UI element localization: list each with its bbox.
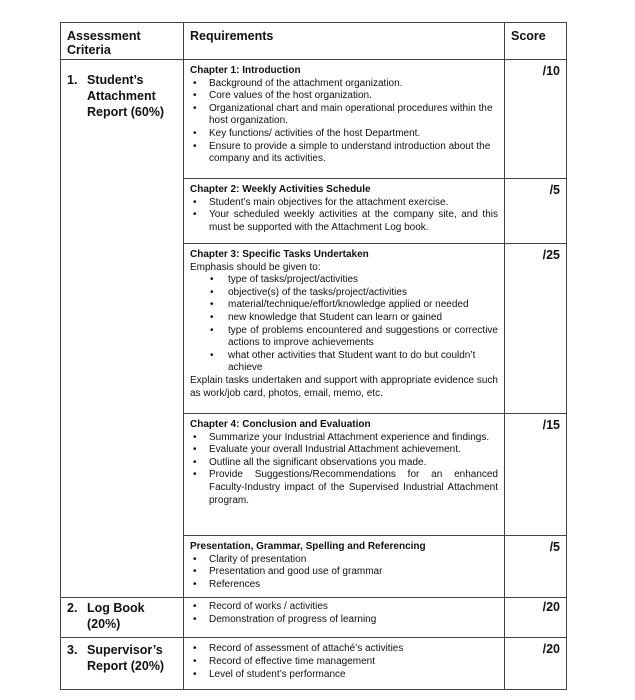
header-row (61, 23, 567, 60)
criteria-cell-3 (61, 638, 184, 690)
list-item: • Presentation and good use of grammar (190, 566, 498, 579)
list-item: • Record of works / activities (190, 601, 498, 614)
criteria-label: Log Book (20%) (87, 601, 145, 632)
section-title: Chapter 3: Specific Tasks Undertaken (190, 249, 369, 260)
score-cell: /20 (505, 638, 567, 690)
requirements-cell (184, 414, 505, 536)
list-item: • Provide Suggestions/Recommendations for an enhanced Faculty-Industry impact of the Supervised Industrial Attachment program. (190, 469, 498, 507)
requirements-cell (184, 60, 505, 179)
list-item: • Core values of the host organization. (190, 90, 498, 103)
section-title: Presentation, Grammar, Spelling and Referencing (190, 541, 426, 552)
list-item: • Record of assessment of attaché’s activities (190, 643, 498, 656)
table-row (61, 244, 567, 414)
requirements-cell (184, 179, 505, 244)
score-cell: /20 (505, 598, 567, 638)
list-item: • Demonstration of progress of learning (190, 614, 498, 627)
score-cell: /5 (505, 536, 567, 598)
requirements-cell (184, 638, 505, 690)
list-item: • Background of the attachment organization. (190, 78, 498, 91)
score-cell: /10 (505, 60, 567, 179)
list-item: • Ensure to provide a simple to understand introduction about the company and its activities. (190, 141, 498, 166)
table-row (61, 414, 567, 536)
header-requirements: Requirements (184, 23, 505, 60)
list-item: • what other activities that Student want to do but couldn’t achieve (190, 350, 498, 375)
criteria-cell-1 (61, 60, 184, 179)
table-row (61, 60, 567, 179)
criteria-number: 3. (67, 643, 78, 658)
section-intro: Emphasis should be given to: (190, 261, 321, 273)
criteria-label: Supervisor’s Report (20%) (87, 643, 165, 674)
bullet-list (190, 197, 498, 235)
list-item: • References (190, 579, 498, 592)
list-item: • Organizational chart and main operational procedures within the host organization. (190, 103, 498, 128)
table-row (61, 179, 567, 244)
list-item: • Your scheduled weekly activities at the company site, and this must be supported with the Attachment Log book. (190, 209, 498, 234)
list-item: • Clarity of presentation (190, 554, 498, 567)
requirements-cell (184, 536, 505, 598)
header-score: Score (505, 23, 567, 60)
list-item: • objective(s) of the tasks/project/activities (190, 287, 498, 300)
header-criteria: Assessment Criteria (61, 23, 184, 60)
score-cell: /5 (505, 179, 567, 244)
list-item: • Evaluate your overall Industrial Attachment achievement. (190, 444, 498, 457)
list-item: • Summarize your Industrial Attachment experience and findings. (190, 432, 498, 445)
table-row (61, 638, 567, 690)
criteria-label: Student’s Attachment Report (60%) (87, 73, 165, 119)
section-title: Chapter 1: Introduction (190, 65, 301, 76)
requirements-cell (184, 598, 505, 638)
table-row (61, 536, 567, 598)
table-row (61, 598, 567, 638)
criteria-number: 1. (67, 73, 78, 87)
list-item: • new knowledge that Student can learn or gained (190, 312, 498, 325)
requirements-cell (184, 244, 505, 414)
list-item: • type of tasks/project/activities (190, 274, 498, 287)
section-outro: Explain tasks undertaken and support with appropriate evidence such as work/job card, photos, email, memo, etc. (190, 374, 498, 399)
section-title: Chapter 2: Weekly Activities Schedule (190, 184, 371, 195)
list-item: • Student’s main objectives for the attachment exercise. (190, 197, 498, 210)
section-title: Chapter 4: Conclusion and Evaluation (190, 419, 371, 430)
list-item: • Key functions/ activities of the host Department. (190, 128, 498, 141)
assessment-table (60, 22, 567, 690)
score-cell: /25 (505, 244, 567, 414)
criteria-cell-2 (61, 598, 184, 638)
list-item: • Outline all the significant observations you made. (190, 457, 498, 470)
bullet-list (190, 274, 498, 375)
score-cell: /15 (505, 414, 567, 536)
list-item: • type of problems encountered and suggestions or corrective actions to improve achievements (190, 325, 498, 350)
bullet-list (190, 554, 498, 592)
list-item: • Record of effective time management (190, 656, 498, 669)
bullet-list (190, 643, 498, 681)
criteria-number: 2. (67, 601, 78, 616)
list-item: • material/technique/effort/knowledge applied or needed (190, 299, 498, 312)
bullet-list (190, 432, 498, 508)
bullet-list (190, 601, 498, 626)
list-item: • Level of student’s performance (190, 669, 498, 682)
bullet-list (190, 78, 498, 166)
